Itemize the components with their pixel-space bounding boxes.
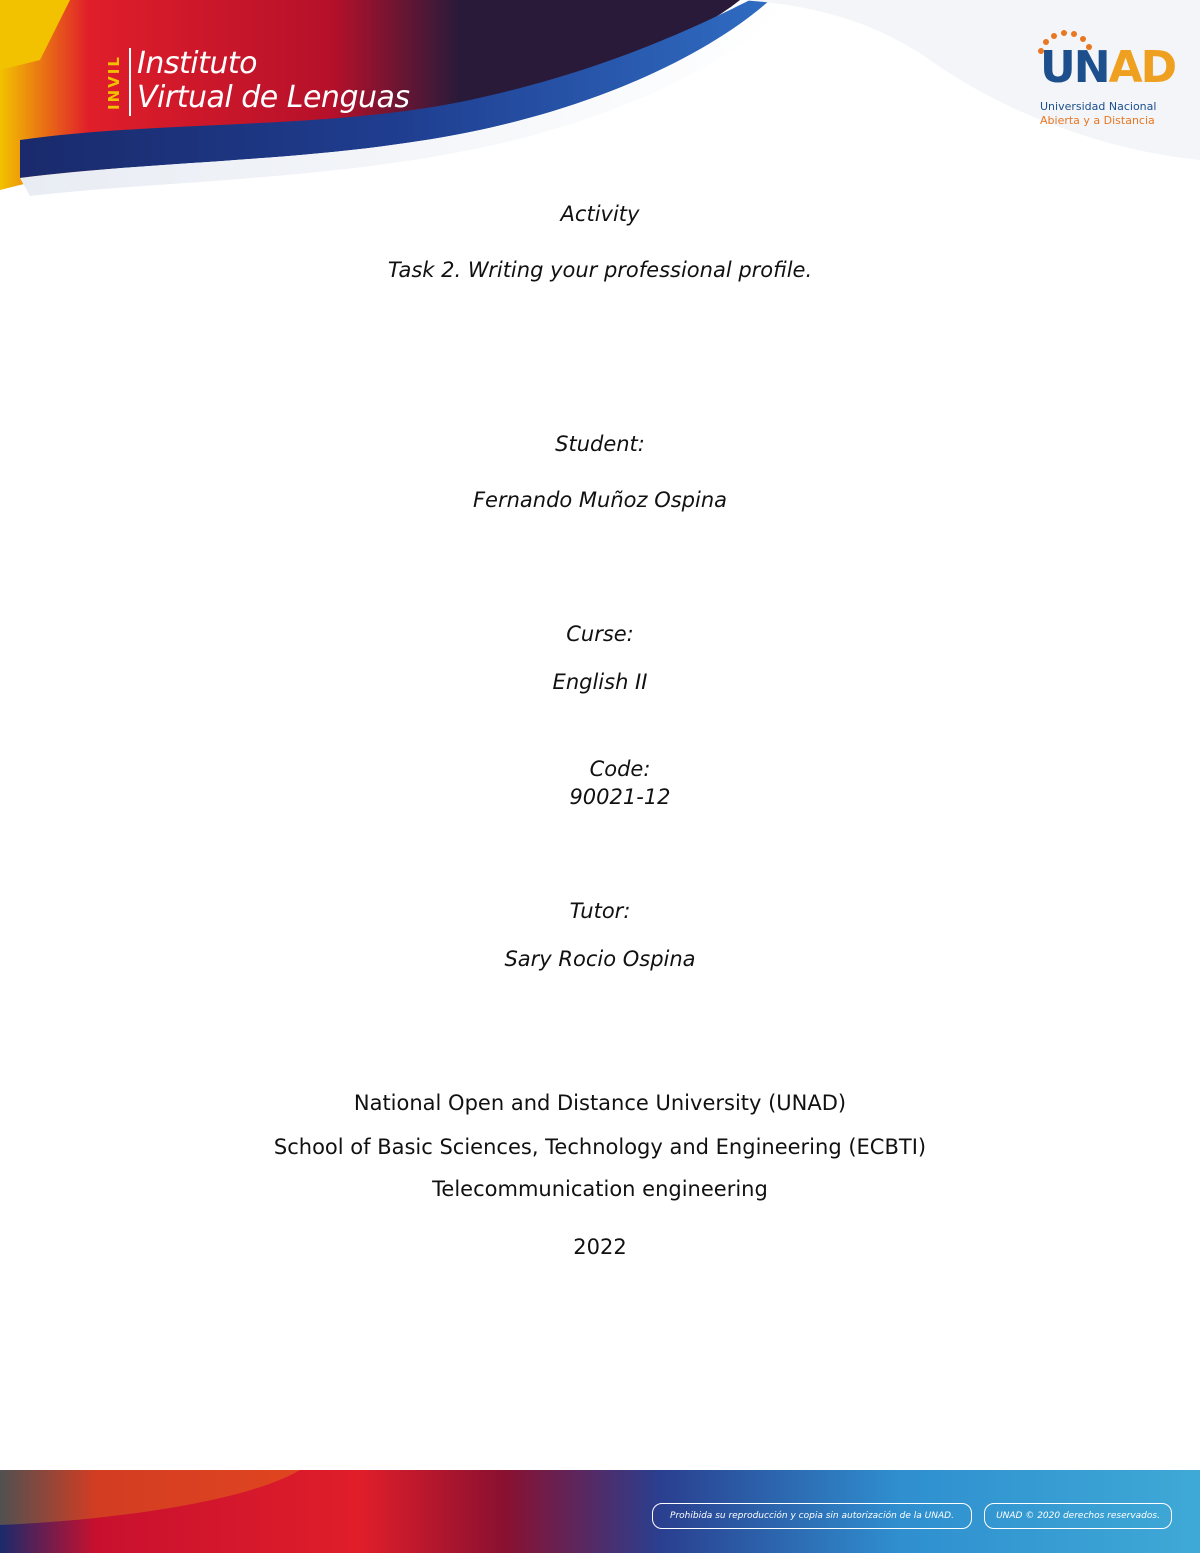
activity-title: Task 2. Writing your professional profile. (387, 258, 813, 282)
year: 2022 (573, 1235, 627, 1259)
tutor-name: Sary Rocio Ospina (504, 947, 696, 971)
university-name: National Open and Distance University (UNAD) (353, 1091, 847, 1115)
tutor-label: Tutor: (569, 899, 631, 923)
logo-letters-ad: AD (1108, 42, 1176, 93)
course-code: 90021-12 (569, 785, 671, 809)
student-name: Fernando Muñoz Ospina (472, 488, 728, 512)
program-name: Telecommunication engineering (432, 1177, 768, 1201)
code-label: Code: (589, 757, 651, 781)
logo-letter-u: U (1040, 42, 1074, 93)
student-label: Student: (555, 432, 645, 456)
brand-divider (129, 48, 131, 116)
brand-title-line2: Virtual de Lenguas (137, 80, 410, 115)
brand-title-line1: Instituto (137, 46, 257, 81)
course-name: English II (552, 670, 648, 694)
unad-logo-wordmark (1040, 42, 1175, 93)
header-banner (0, 0, 1200, 230)
footer-rights-notice: UNAD © 2020 derechos reservados. (984, 1503, 1172, 1529)
logo-letter-n: N (1073, 42, 1109, 93)
activity-label: Activity (560, 202, 640, 226)
logo-subtitle-1: Universidad Nacional (1040, 100, 1157, 113)
logo-subtitle-2: Abierta y a Distancia (1040, 114, 1155, 127)
course-label: Curse: (566, 622, 634, 646)
footer-copy-notice: Prohibida su reproducción y copia sin autorización de la UNAD. (652, 1503, 972, 1529)
invil-vertical-text: INVIL (105, 55, 123, 111)
school-name: School of Basic Sciences, Technology and Engineering (ECBTI) (273, 1135, 927, 1159)
